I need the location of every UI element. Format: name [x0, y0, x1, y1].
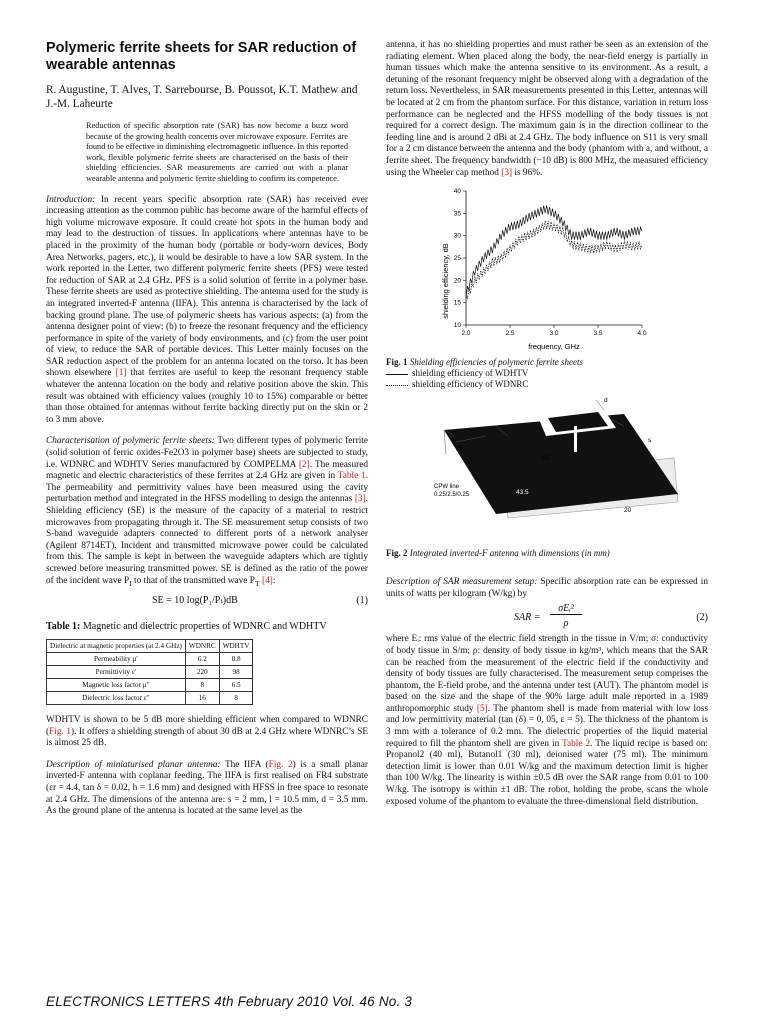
- x-tick-label: 3.5: [593, 330, 603, 338]
- table-header-cell: WDNRC: [185, 640, 219, 653]
- y-tick-label: 30: [453, 232, 461, 240]
- figure-1-link[interactable]: Fig. 1: [49, 726, 71, 737]
- feed-gap: [574, 426, 577, 452]
- dim-label-55: 55: [542, 455, 550, 463]
- table-2-link[interactable]: Table 2: [562, 738, 591, 749]
- chart-x-axis-label: frequency, GHz: [528, 342, 580, 352]
- table-row: Permeability μ′ 6.2 0.8: [47, 653, 253, 666]
- legend-dotted: shielding efficiency of WDNRC: [386, 379, 708, 390]
- equation-2-number: (2): [696, 612, 708, 624]
- antenna-diagram: [386, 396, 708, 546]
- paper-title: Polymeric ferrite sheets for SAR reduction of wearable antennas: [46, 40, 357, 73]
- x-tick-label: 2.0: [461, 330, 471, 338]
- shielding-result-paragraph: WDHTV is shown to be 5 dB more shielding efficient when compared to WDNRC (Fig. 1). It offers a shielding strength of about 30 dB at 2.4 GHz where WDNRC’s SE is almost 25 dB.: [46, 715, 368, 749]
- dim-label-s: s: [648, 437, 652, 445]
- dim-label-25: 25: [456, 445, 464, 453]
- reference-link-1[interactable]: [1]: [115, 368, 127, 379]
- equation-1: [46, 595, 368, 611]
- cpw-line-label: CPW line: [434, 484, 460, 491]
- reference-link-4[interactable]: [4]: [261, 575, 273, 586]
- table-header-cell: Dielectric at magnetic properties (at 2.4 GHz): [47, 640, 186, 653]
- dim-label-20: 20: [624, 507, 632, 515]
- table-row: Permittivity ε′ 220 98: [47, 666, 253, 679]
- right-column: [386, 40, 708, 808]
- antenna-continuation-paragraph: antenna, it has no shielding properties and must rather be seen as an extension of the radiating element. When placed along the body, the near-field energy is partially in human tissues which make the antenna sensitive to its environment. As a result, a detuning of the resonant frequency might be observed along with a degradation of the return loss. Nevertheless, in SAR measurements presented in this Letter, antennas will be located at 2 cm from the phantom surface. For this distance, variation in return loss performance can be neglected and the HFSS modelling of the body tissues is not required for a correct design. The maximum gain is in the direction collinear to the feeding line and is around 2 dBi at 2.4 GHz. The body influence on S11 is very small for a 2 cm distance between the antenna and the body (phantom with a, and without, a ferrite sheet. The frequency bandwidth (−10 dB) is 800 MHz, the measured efficiency using the Wheeler cap method [3] is 96%.: [386, 40, 708, 178]
- x-tick-label: 4.0: [637, 330, 647, 338]
- y-tick-label: 25: [453, 255, 461, 263]
- figure-2-link[interactable]: Fig. 2: [268, 759, 293, 770]
- table-1-link[interactable]: Table 1: [337, 471, 366, 482]
- figure-1-caption: Fig. 1 Shielding efficiencies of polymeric ferrite sheets: [386, 357, 583, 368]
- abstract: Reduction of specific absorption rate (SAR) has now become a buzz word because of the growing health concerns over microwave exposure. Ferrites are found to be effective in diminishing electromagnetic influence. In this reported work, flexible polymeric ferrite sheets are characterised on the basis of their shielding efficiencies. SAR measurements are carried out with a planar wearable antenna and polymeric ferrite shielding to confirm its competence.: [86, 121, 348, 183]
- antenna-heading: Description of miniaturised planar antenna:: [46, 759, 221, 770]
- dim-label-d: d: [604, 397, 608, 405]
- sar-setup-paragraph: Description of SAR measurement setup: Specific absorption rate can be expressed in units of watts per kilogram (W/kg) by: [386, 577, 708, 599]
- reference-link-2[interactable]: [2]: [298, 459, 310, 470]
- sar-setup-heading: Description of SAR measurement setup:: [386, 577, 538, 588]
- equation-1-body: SE = 10 log(P₁/Pₜ)dB: [152, 595, 238, 607]
- equation-2-denominator: ρ: [563, 618, 569, 630]
- equation-2-numerator: σEᵢ²: [550, 603, 582, 615]
- equation-2: [386, 600, 708, 634]
- table-1-caption: Table 1: Magnetic and dielectric properties of WDNRC and WDHTV: [46, 621, 327, 633]
- y-tick-label: 20: [453, 277, 461, 285]
- series-line-1: [466, 221, 642, 300]
- legend-solid-line: [386, 374, 408, 375]
- chart-y-axis-label: shielding efficiency, dB: [441, 243, 450, 319]
- sar-description-paragraph: where Eᵢ: rms value of the electric field strength in the tissue in V/m; σ: conductivity of body tissue in S/m; ρ: density of body tissue in kg/m³, which means that the SAR can be reached from the measurement of the electric field if the conductivity and density of body tissues are fully characterised. The measurement setup comprises the phantom, the E-field probe, and the antenna under test (AUT). The phantom model is based on the size and the shape of the 90% large adult male reported in a 1989 anthropomorphic study [5]. The phantom shell is made from material with low loss and low permittivity material (tan (δ) = 0, 05, ε = 5). The thickness of the phantom is 3 mm with a tolerance of 0.2 mm. The dielectric properties of the liquid material required to fill the phantom shell are given in Table 2. The liquid recipe is based on: Propanol2 (40 ml), Butanol1 (30 ml), deionised water (75 ml). The minimum detection limit is lower than 0.01 W/kg and the maximum detection limit is higher than 100 W/kg. The linearity is within ±0.5 dB over the SAR range from 0.01 to 100 W/kg. The isotropy is within ±1 dB. The robot, holding the probe, scans the whole exposed volume of the phantom to evaluate the three-dimensional field distribution.: [386, 634, 708, 807]
- table-row: Magnetic loss factor μ″ 8 6.5: [47, 679, 253, 692]
- table-header-row: [47, 640, 253, 653]
- series-line-0: [466, 206, 642, 298]
- y-tick-label: 10: [453, 322, 461, 330]
- reference-link-3[interactable]: [3]: [354, 494, 366, 505]
- characterisation-paragraph: Characterisation of polymeric ferrite sheets: Two different types of polymeric ferrite (solid solution of ferric oxides-Fe2O3 in polymer base) sheets are subjected to study, i.e. WDNRC and WDHTV Series manufactured by COMPELMA [2]. The measured magnetic and electric characteristics of these ferrites at 2.4 GHz are given in Table 1. The permeability and permittivity values have been measured using the cavity perturbation method and integrated in the HFSS modelling to design the antennas [3]. Shielding efficiency (SE) is the measure of the capacity of a material to restrict microwaves from propagating through it. The SE measurement setup consists of two S-band waveguide adapters connected to different ports of a network analyser (Agilent 8714ET). Incident and transmitted microwave power could be calculated from this. The sample is kept in between the waveguide adapters which are tightly screwed before measuring transmitted power. SE is defined as the ratio of the power of the incident wave $P_I$ to that of the transmitted wave $P_T$ [4]:: [46, 436, 368, 588]
- legend-dotted-line: [386, 385, 408, 386]
- y-tick-label: 15: [453, 299, 461, 307]
- dim-label-l: l: [630, 427, 632, 435]
- left-column: [46, 40, 368, 818]
- cpw-dimensions-label: 0.25/2.5/0.25: [434, 492, 470, 499]
- dim-label-43-5: 43.5: [516, 489, 529, 497]
- equation-1-number: (1): [356, 595, 368, 607]
- reference-link-5[interactable]: [5]: [476, 703, 488, 714]
- table-row: Dielectric loss factor ε″ 16 8: [47, 692, 253, 705]
- legend-solid: shielding efficiency of WDHTV: [386, 368, 708, 379]
- table-header-cell: WDHTV: [219, 640, 253, 653]
- shielding-efficiency-chart: [386, 185, 708, 353]
- introduction-heading: Introduction:: [46, 194, 96, 205]
- author-list: R. Augustine, T. Alves, T. Sarrebourse, B. Poussot, K.T. Mathew and J.-M. Laheurte: [46, 84, 358, 110]
- equation-2-lhs: SAR =: [514, 612, 541, 624]
- x-tick-label: 2.5: [505, 330, 515, 338]
- figure-2-caption: Fig. 2 Integrated inverted-F antenna with dimensions (in mm): [386, 548, 610, 559]
- y-tick-label: 40: [453, 188, 461, 196]
- journal-footer: ELECTRONICS LETTERS 4th February 2010 Vol. 46 No. 3: [46, 994, 413, 1009]
- properties-table: [46, 639, 253, 705]
- y-tick-label: 35: [453, 210, 461, 218]
- reference-link-3b[interactable]: [3]: [501, 167, 513, 178]
- antenna-description-paragraph: Description of miniaturised planar antenna: The IIFA (Fig. 2) is a small planar inverted-F antenna with coplanar feeding. The IIFA is first realised on FR4 substrate (εr = 4.4, tan δ = 0.02, h = 1.6 mm) and designed with HFSS in free space to resonate at 2.4 GHz. The dimensions of the antenna are: s = 2 mm, l = 10.5 mm, d = 3.5 mm. As the ground plane of the antenna is located at the same level as the: [46, 759, 368, 817]
- introduction-paragraph: Introduction: In recent years specific absorption rate (SAR) has received ever increasing attention as the common public has become aware of the harmful effects of high volume microwave exposure. It could create hot spots in the human body and may lead to the destruction of tissues. In applications where antennas have to be placed in the proximity of the human body (portable or body-worn devices, Body Area Networks, pagers, etc.), it would be desirable to have a low SAR system. In the work reported in the Letter, two different polymeric ferrite sheets (PFS) were tested for reduction of SAR at 2.4 GHz. PFS is a solid solution of ferrite in a polymer base. These ferrite sheets are used as protective shielding. The antenna used for the study is an integrated inverted-F antenna (IIFA). This antenna is characterised by the lack of backing ground plane. The use of polymeric sheets has various aspects: (a) from the antenna designer point of view; (b) to freeze the resonant frequency and the efficiency performance in spite of the variety of body environments, and (c) from the user point of view, to reduce the SAR of portable devices. This Letter mainly focuses on the SAR reduction aspect of the problem for an antenna located on the torso. It has been shown elsewhere [1] that ferrites are useful to keep the resonant frequency stable whatever the antenna location on the body and relative position above the skin. This result was obtained with efficiency values (roughly 10 to 15%) comparable or better than those obtained for antennas without ferrite backing directly put on the skin or 2 to 3 mm above.: [46, 194, 368, 425]
- characterisation-heading: Characterisation of polymeric ferrite sheets:: [46, 436, 215, 447]
- x-tick-label: 3.0: [549, 330, 559, 338]
